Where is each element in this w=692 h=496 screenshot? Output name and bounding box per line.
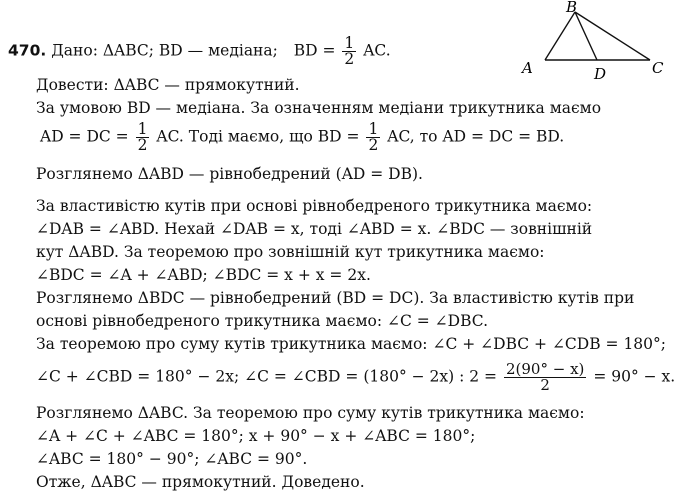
line-abc-90: ∠ABC = 180° − 90°; ∠ABC = 90°. <box>36 450 308 468</box>
line-angles: ∠DAB = ∠ABD. Нехай ∠DAB = x, тоді ∠ABD = x. ∠BDC — зовнішній <box>36 220 593 238</box>
given-eq-lhs: BD = <box>293 41 336 60</box>
line-ad-dc: AD = DC = $\frac{1}{2}$ AC. Тоді маємо, що BD = $\frac{1}{2}$ AC, то AD = DC = BD. <box>40 120 565 154</box>
vertex-label-b: B <box>566 0 578 16</box>
line-cbd: ∠C + ∠CBD = 180° − 2x; ∠C = ∠CBD = (180° − 2x) : 2 = $\frac{2(90^\circ - x)}{2}$ = 90° − x. <box>36 360 676 394</box>
fraction-90-x: $\frac{2(90^\circ - x)}{2}$ <box>505 360 585 394</box>
line-base: основі рівнобедреного трикутника маємо: ∠C = ∠DBC. <box>36 312 488 330</box>
line-abc-sum: ∠A + ∠C + ∠ABC = 180°; x + 90° − x + ∠ABC = 180°; <box>36 427 476 445</box>
line-sum: За теоремою про суму кутів трикутника маємо: ∠C + ∠DBC + ∠CDB = 180°; <box>36 335 667 353</box>
line-prove: Довести: ΔABC — прямокутний. <box>36 76 300 94</box>
line-property: За властивістю кутів при основі рівнобедреного трикутника маємо: <box>36 197 593 215</box>
line-bdc: ∠BDC = ∠A + ∠ABD; ∠BDC = x + x = 2x. <box>36 266 371 284</box>
line-bdc-iso: Розглянемо ΔBDC — рівнобедрений (BD = DC). За властивістю кутів при <box>36 289 635 307</box>
side-ab <box>545 12 575 60</box>
line-abc: Розглянемо ΔABC. За теоремою про суму кутів трикутника маємо: <box>36 404 585 422</box>
vertex-label-d: D <box>594 65 607 83</box>
vertex-label-c: C <box>652 59 664 77</box>
fraction-half-2: $\frac{1}{2}$ <box>137 120 148 154</box>
vertex-label-a: A <box>522 59 533 77</box>
given-eq-rhs: AC. <box>363 41 391 60</box>
line-median: За умовою BD — медіана. За означенням медіани трикутника маємо <box>36 99 602 117</box>
fraction-half-3: $\frac{1}{2}$ <box>368 120 379 154</box>
line-conclusion: Отже, ΔABC — прямокутний. Доведено. <box>36 473 365 491</box>
fraction-half: $\frac{1}{2}$ <box>344 34 355 68</box>
problem-number: 470. <box>8 41 47 60</box>
line-exterior: кут ΔABD. За теоремою про зовнішній кут трикутника маємо: <box>36 243 545 261</box>
given-text: Дано: ΔABC; BD — медіана; <box>51 41 278 60</box>
line-abd: Розглянемо ΔABD — рівнобедрений (AD = DB). <box>36 165 423 183</box>
